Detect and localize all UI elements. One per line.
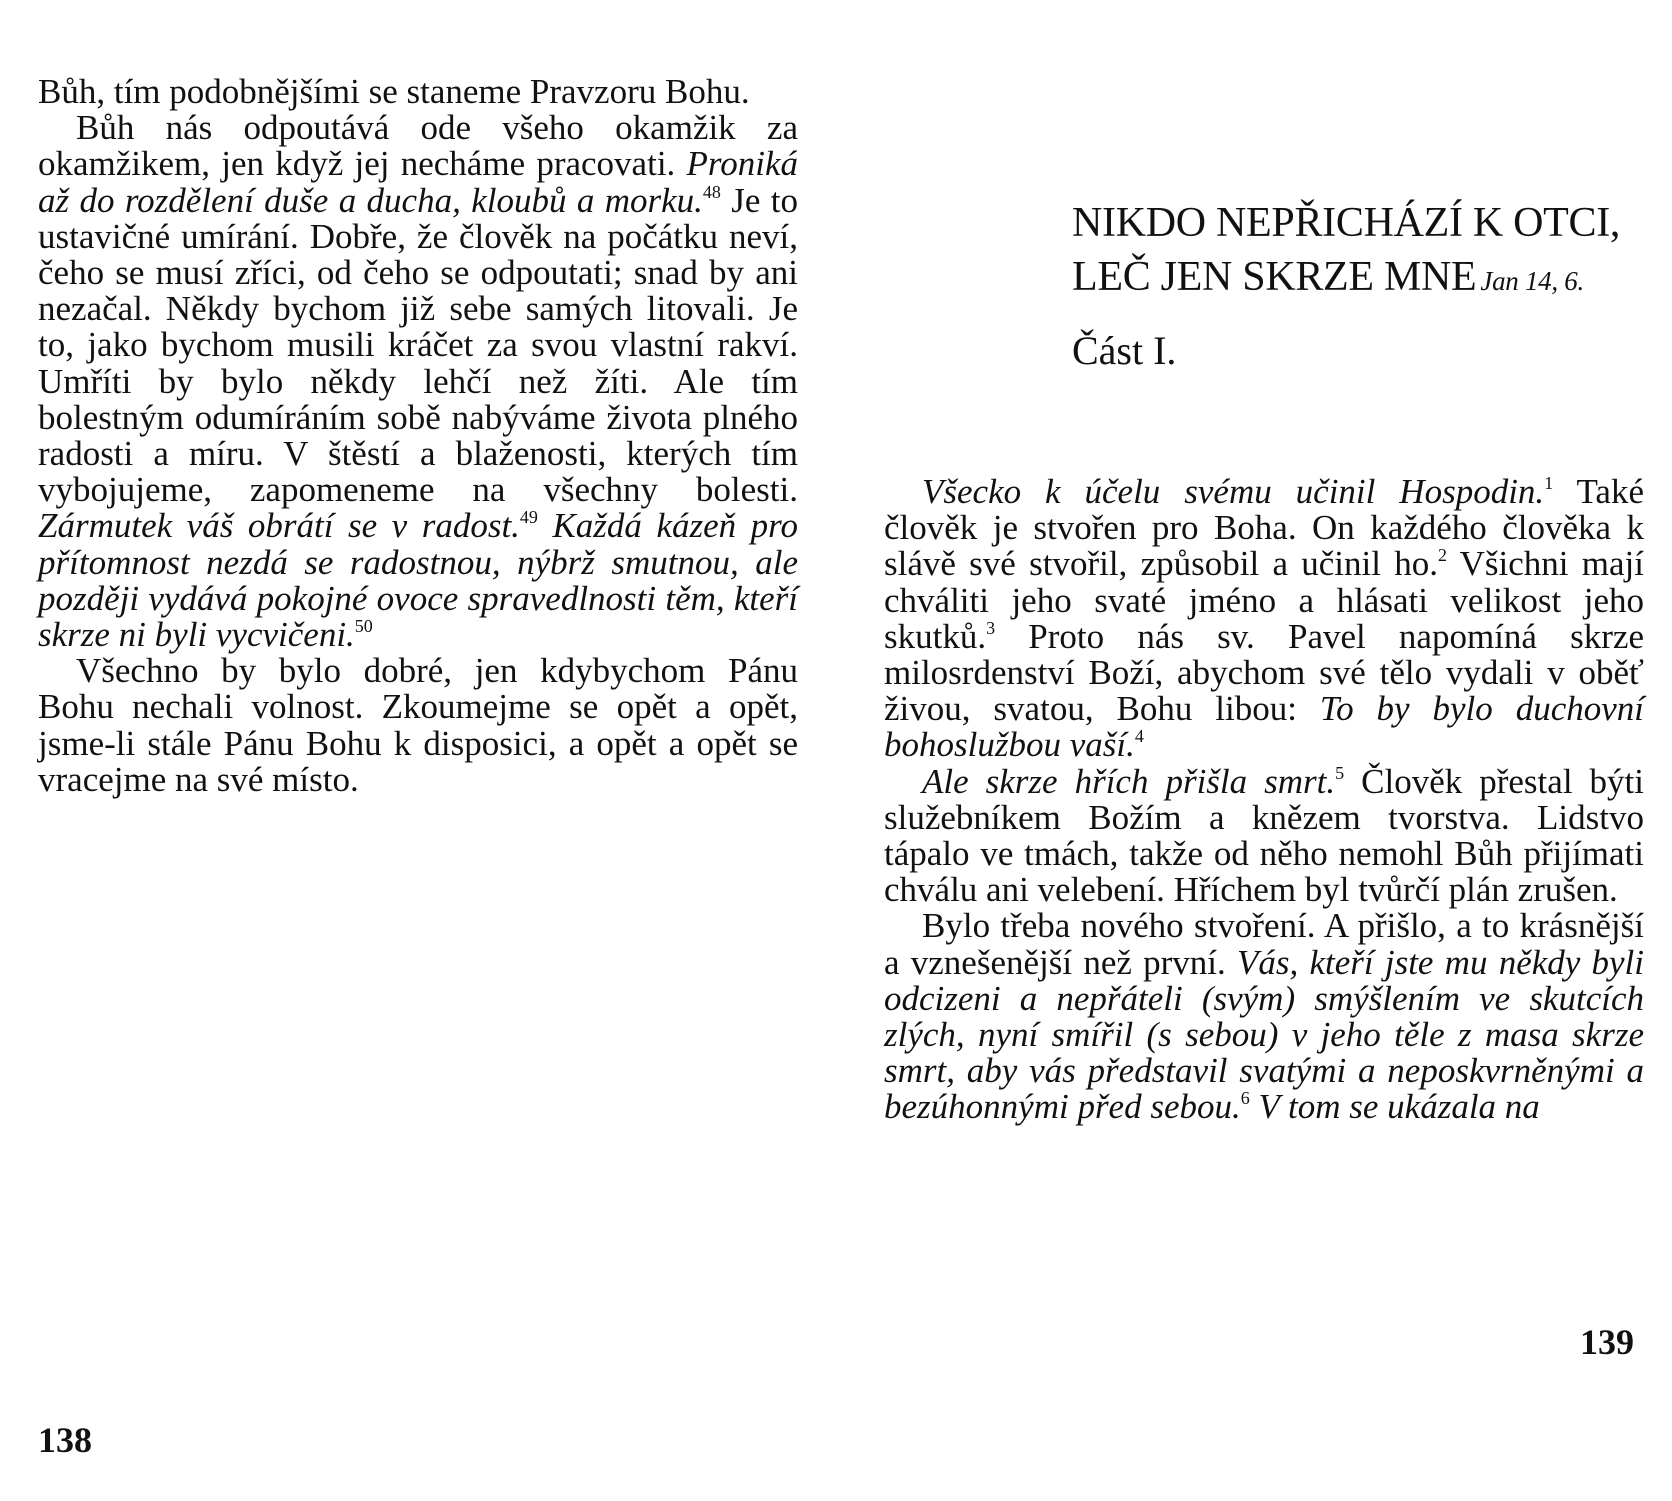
paragraph-text: Je to ustavičné umírání. Dobře, že člověk na počátku neví, čeho se musí zříci, od čeho se odpoutati; snad by ani nezačal. Někdy bychom již sebe samých litovali. Je to, jako bychom musili kráčet za svou vlastní rakví. Umříti by bylo někdy lehčí než žíti. Ale tím bolestným odumíráním sobě nabýváme života plného radosti a míru. V štěstí a blaženosti, kterých tím vybojujeme, zapomeneme na všechny bolesti. xyxy=(38,180,798,510)
scripture-reference: Jan 14, 6. xyxy=(1480,266,1584,296)
paragraph xyxy=(884,761,1644,910)
footnote-marker: 5 xyxy=(1335,762,1345,783)
chapter-title-line: NIKDO NEPŘICHÁZÍ K OTCI, xyxy=(1072,200,1621,246)
page-number: 139 xyxy=(1580,1322,1634,1362)
paragraph xyxy=(38,110,798,653)
paragraph xyxy=(884,908,1644,1125)
paragraph-text: Bůh, tím podobnějšími se staneme Pravzoru Bohu. xyxy=(38,72,750,111)
paragraph xyxy=(38,74,798,110)
scripture-quote: Každá kázeň pro přítomnost nezdá se radostnou, nýbrž smutnou, ale později vydává pokojné ovoce spravedlnosti těm, kteří skrze ni byli vycvičeni. xyxy=(38,506,798,655)
footnote-marker: 6 xyxy=(1240,1088,1250,1109)
footnote-marker: 3 xyxy=(986,617,996,638)
paragraph-text: Všichni mají chváliti jeho svaté jméno a hlásati velikost jeho skutků. xyxy=(884,544,1644,656)
footnote-marker: 2 xyxy=(1437,545,1447,566)
paragraph-text: Bylo třeba nového stvoření. A přišlo, a to krásnější a vznešenější než první. xyxy=(884,906,1644,982)
scripture-quote: V tom se ukázala na xyxy=(1249,1087,1540,1127)
scripture-quote: Zármutek váš obrátí se v radost. xyxy=(38,506,520,546)
paragraph xyxy=(884,474,1644,764)
footnote-marker: 50 xyxy=(354,616,373,637)
scripture-quote: Vás, kteří jste mu někdy byli odcizeni a nepřáteli (svým) smýšlením ve skutcích zlých, nyní smířil (s sebou) v jeho těle z masa skrze smrt, aby vás představil svatými a neposkvrněnými a bezúhonnými před sebou. xyxy=(884,942,1645,1127)
scripture-quote: Ale skrze hřích přišla smrt. xyxy=(922,761,1336,801)
footnote-marker: 1 xyxy=(1544,473,1554,493)
paragraph-text: Bůh nás odpoutává ode všeho okamžik za okamžikem, jen když jej necháme pracovati. xyxy=(38,108,798,184)
chapter-title-line: LEČ JEN SKRZE MNE xyxy=(1072,254,1477,300)
page-number: 138 xyxy=(38,1420,92,1460)
footnote-marker: 48 xyxy=(702,181,721,202)
paragraph-text: Všechno by bylo dobré, jen kdybychom Pánu Bohu nechali volnost. Zkoumejme se opět a opět, jsme-li stále Pánu Bohu k disposici, a opět a opět se vracejme na své místo. xyxy=(38,651,798,799)
footnote-marker: 4 xyxy=(1134,726,1144,747)
right-page xyxy=(836,0,1672,1501)
part-label: Část I. xyxy=(1072,328,1177,373)
scripture-quote: To by bylo duchovní bohoslužbou vaší. xyxy=(884,689,1645,765)
paragraph-text: Také člověk je stvořen pro Boha. On každého člověka k slávě své stvořil, způsobil a učinil ho. xyxy=(884,472,1645,584)
scripture-quote: Všecko k účelu svému učinil Hospodin. xyxy=(922,472,1545,511)
paragraph-text: Člověk přestal býti služebníkem Božím a knězem tvorstva. Lidstvo tápalo ve tmách, takže od něho nemohl Bůh přijímati chválu ani velebení. Hříchem byl tvůrčí plán zrušen. xyxy=(884,761,1644,910)
paragraph xyxy=(38,653,798,798)
chapter-title xyxy=(1072,196,1632,308)
scripture-quote: Proniká až do rozdělení duše a ducha, kloubů a morku. xyxy=(38,144,798,220)
right-text-column xyxy=(884,474,1644,1126)
left-text-column xyxy=(38,74,798,798)
paragraph-text: Proto nás sv. Pavel napomíná skrze milosrdenství Boží, abychom své tělo vydali v oběť živou, svatou, Bohu libou: xyxy=(884,616,1644,729)
footnote-marker: 49 xyxy=(519,507,538,528)
